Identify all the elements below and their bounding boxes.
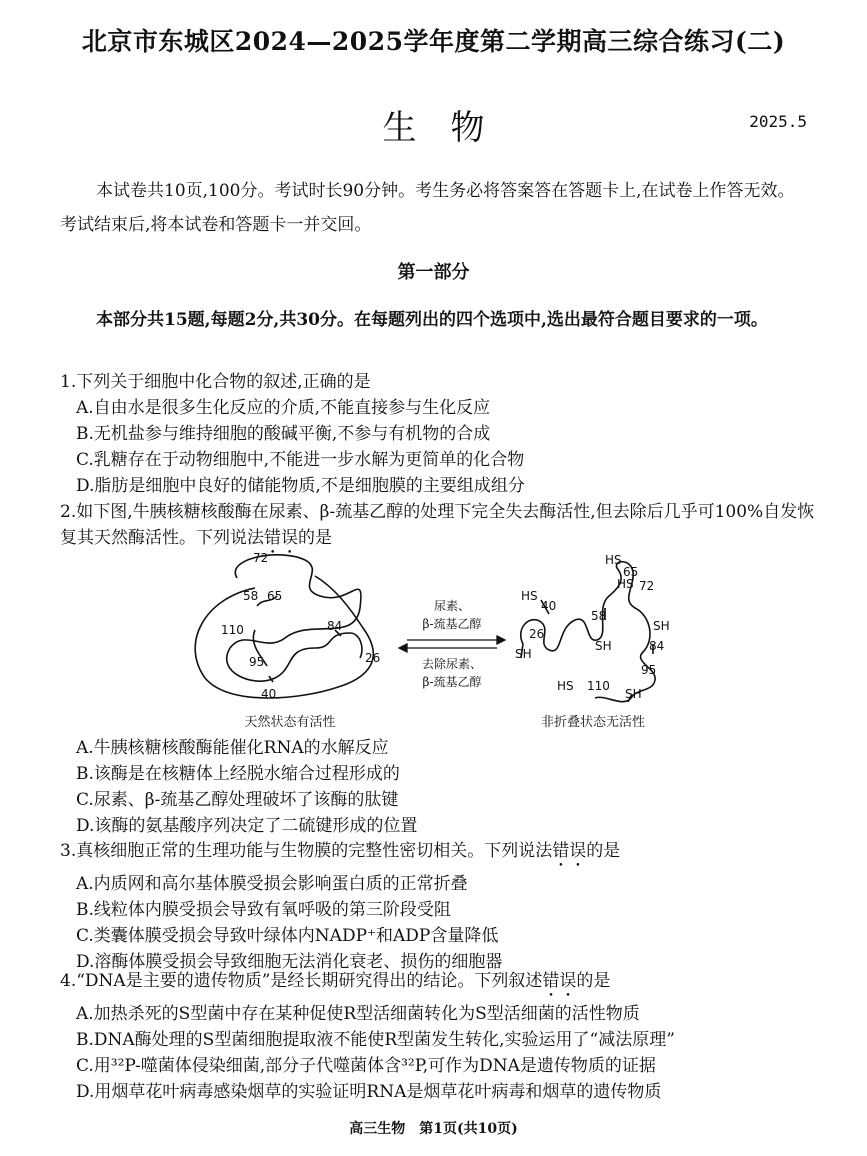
thiol-label: HS [617,577,634,591]
emphasis-wrong: 错误 [264,528,298,548]
question-stem: 4.“DNA是主要的遗传物质”是经长期研究得出的结论。下列叙述错误的是 [60,971,611,991]
option-c: C.尿素、β-巯基乙醇处理破坏了该酶的肽键 [76,790,399,810]
question-2-options [60,735,820,839]
thiol-label: SH [625,687,642,701]
option-c: C.用³²P-噬菌体侵染细菌,部分子代噬菌体含³²P,可作为DNA是遗传物质的证据 [76,1056,656,1076]
thiol-label: HS [605,553,622,567]
option-b: B.该酶是在核糖体上经脱水缩合过程形成的 [76,764,400,784]
thiol-label: HS [557,679,574,693]
option-d: D.脂肪是细胞中良好的储能物质,不是细胞膜的主要组成组分 [76,476,525,496]
residue-label: 58 [243,589,259,603]
residue-label: 110 [587,679,610,693]
subject-title: 生物 [382,108,519,148]
unfolded-caption: 非折叠状态无活性 [540,715,646,730]
section-note: 本部分共15题,每题2分,共30分。在每题列出的四个选项中,选出最符合题目要求的一项。 [96,310,768,330]
exam-title: 北京市东城区2024—2025学年度第二学期高三综合练习(二) [81,27,786,56]
emphasis-wrong: 错误 [542,971,577,991]
forward-label-1: 尿素、 [433,599,471,613]
option-a: A.牛胰核糖核酸酶能催化RNA的水解反应 [76,738,389,758]
residue-label: 26 [365,651,381,665]
option-d: D.溶酶体膜受损会导致细胞无法消化衰老、损伤的细胞器 [76,952,503,972]
native-caption: 天然状态有活性 [244,715,336,730]
question-1 [60,369,820,499]
option-a: A.加热杀死的S型菌中存在某种促使R型活细菌转化为S型活细菌的活性物质 [76,1004,640,1024]
residue-label: 65 [623,565,639,579]
residue-label: 84 [649,639,665,653]
option-d: D.用烟草花叶病毒感染烟草的实验证明RNA是烟草花叶病毒和烟草的遗传物质 [76,1082,662,1102]
option-c: C.类囊体膜受损会导致叶绿体内NADP⁺和ADP含量降低 [76,926,499,946]
option-a: A.自由水是很多生化反应的介质,不能直接参与生化反应 [76,398,491,418]
residue-label: 95 [641,663,657,677]
residue-label: 26 [529,627,545,641]
emphasis-wrong: 错误 [552,841,587,861]
option-c: C.乳糖存在于动物细胞中,不能进一步水解为更简单的化合物 [76,450,525,470]
exam-date: 2025.5 [749,112,807,131]
question-stem: 1.下列关于细胞中化合物的叙述,正确的是 [60,372,371,392]
residue-label: 72 [253,551,269,565]
question-stem: 2.如下图,牛胰核糖核酸酶在尿素、β-巯基乙醇的处理下完全失去酶活性,但去除后几乎可100%自发恢复其天然酶活性。下列说法错误的是 [60,502,815,548]
option-b: B.无机盐参与维持细胞的酸碱平衡,不参与有机物的合成 [76,424,491,444]
section-title: 第一部分 [397,262,470,283]
option-a: A.内质网和高尔基体膜受损会影响蛋白质的正常折叠 [76,874,468,894]
residue-label: 110 [221,623,244,637]
residue-label: 40 [261,687,277,701]
thiol-label: SH [653,619,670,633]
option-b: B.DNA酶处理的S型菌细胞提取液不能使R型菌发生转化,实验运用了“减法原理” [76,1030,675,1050]
thiol-label: SH [515,647,532,661]
native-chain [227,555,362,681]
enzyme-folding-diagram [185,548,705,733]
residue-label: 58 [591,609,607,623]
page-footer: 高三生物 第1页(共10页) [349,1121,518,1137]
residue-label: 84 [327,619,343,633]
question-4 [60,968,820,1105]
reverse-label-1: 去除尿素、 [421,657,483,671]
thiol-label: HS [521,589,538,603]
question-3 [60,838,820,975]
residue-label: 65 [267,589,283,603]
residue-label: 95 [249,655,265,669]
exam-instructions: 本试卷共10页,100分。考试时长90分钟。考生务必将答案答在答题卡上,在试卷上作答无效。考试结束后,将本试卷和答题卡一并交回。 [60,181,795,235]
residue-label: 40 [541,599,557,613]
reverse-label-2: β-巯基乙醇 [422,675,482,689]
option-d: D.该酶的氨基酸序列决定了二硫键形成的位置 [76,816,418,836]
question-stem: 3.真核细胞正常的生理功能与生物膜的完整性密切相关。下列说法错误的是 [60,841,621,861]
option-b: B.线粒体内膜受损会导致有氧呼吸的第三阶段受阻 [76,900,451,920]
residue-label: 72 [639,579,655,593]
thiol-label: SH [595,639,612,653]
forward-label-2: β-巯基乙醇 [422,617,482,631]
